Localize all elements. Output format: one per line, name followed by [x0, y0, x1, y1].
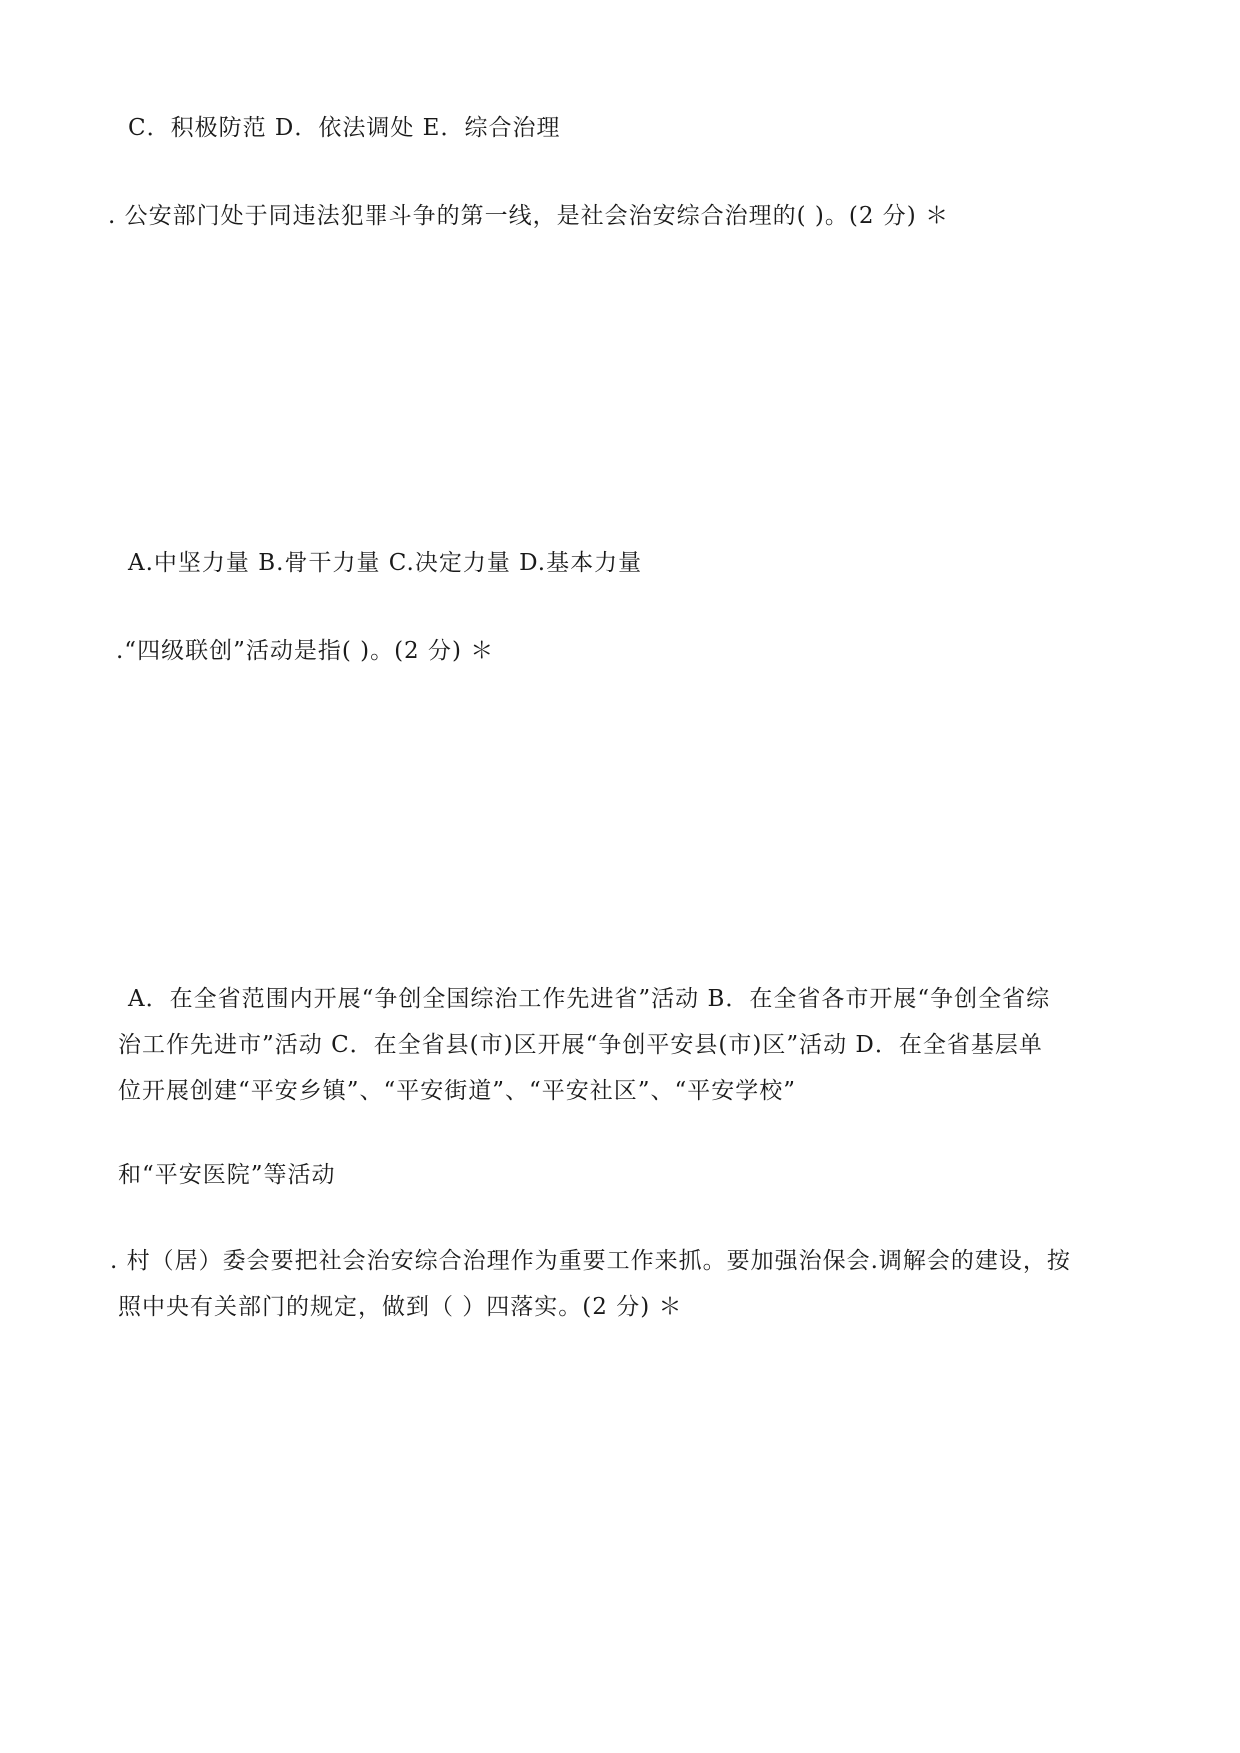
previous-question-options: C．积极防范 D．依法调处 E．综合治理: [128, 115, 561, 141]
question-3-stem-line-1: . 村（居）委会要把社会治安综合治理作为重要工作来抓。要加强治保会.调解会的建设，按: [110, 1248, 1071, 1274]
question-2-options-line-3: 位开展创建“平安乡镇”、“平安街道”、“平安社区”、“平安学校”: [118, 1078, 797, 1104]
question-1-stem: . 公安部门处于同违法犯罪斗争的第一线，是社会治安综合治理的( )。(2 分) ＊: [108, 203, 950, 229]
question-2-options-line-2: 治工作先进市”活动 C．在全省县(市)区开展“争创平安县(市)区”活动 D．在全省基层单: [118, 1032, 1043, 1058]
question-2-stem: .“四级联创”活动是指( )。(2 分) ＊: [116, 638, 495, 664]
question-2-options-line-1: A．在全省范围内开展“争创全国综治工作先进省”活动 B．在全省各市开展“争创全省综: [128, 986, 1051, 1012]
question-2-options-line-4: 和“平安医院”等活动: [118, 1162, 336, 1188]
question-1-options: A.中坚力量 B.骨干力量 C.决定力量 D.基本力量: [128, 550, 643, 576]
question-3-stem-line-2: 照中央有关部门的规定，做到（ ）四落实。(2 分) ＊: [118, 1294, 683, 1320]
